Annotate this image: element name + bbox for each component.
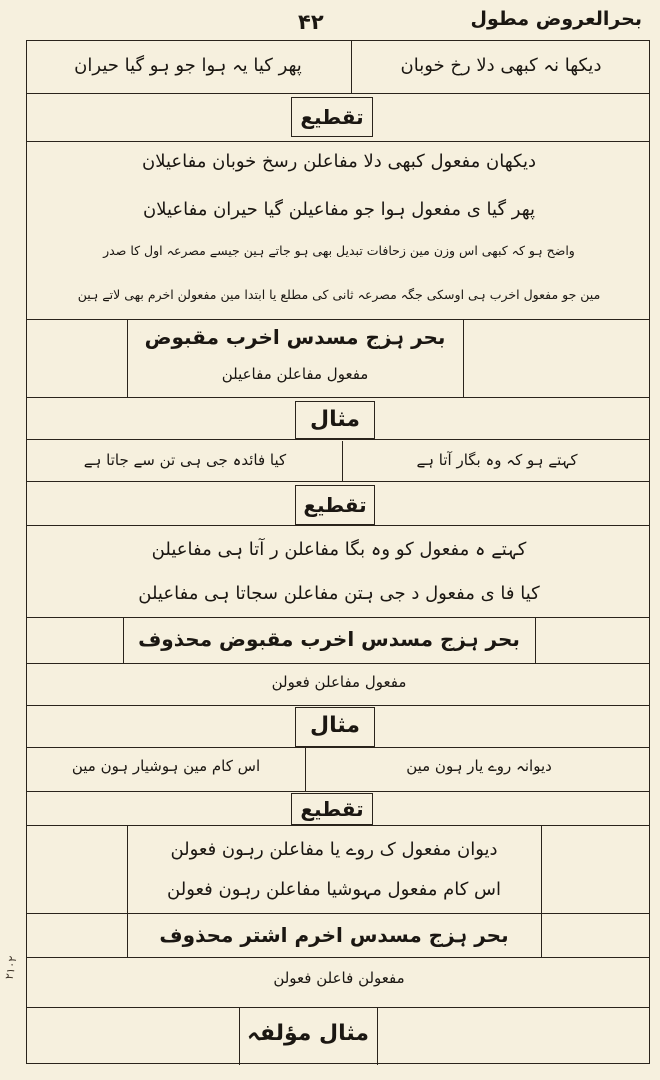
page-number: ۴۲ <box>298 10 324 34</box>
meter-name: بحر ہزج مسدس اخرب مقبوض <box>144 325 446 349</box>
rule <box>27 747 649 748</box>
scansion-line: کہتے ہ مفعول کو وہ بگا مفاعلن ر آتا ہی مفاعیلن <box>151 539 527 560</box>
verse-divider <box>305 747 306 791</box>
verse-divider <box>351 41 352 93</box>
verse3-first-hemistich: دیوانہ روے یار ہون مین <box>406 757 552 775</box>
rule <box>27 913 649 914</box>
verse2-first-hemistich: کہتے ہو کہ وہ بگار آتا ہے <box>416 451 578 469</box>
rule <box>27 93 649 94</box>
rule <box>27 791 649 792</box>
meter-feet: مفعول مفاعلن مفاعیلن <box>221 365 369 383</box>
meter-feet: مفعول مفاعلن فعولن <box>271 673 407 691</box>
running-title: بحرالعروض مطول <box>470 8 642 30</box>
verse-divider <box>342 441 343 481</box>
meter-name: بحر ہزج مسدس اخرب مقبوض محذوف <box>138 627 520 651</box>
scansion-line: دیوان مفعول ک روے یا مفاعلن رہون فعولن <box>170 839 498 860</box>
page-frame <box>26 40 650 1064</box>
note-line: واضح ہو کہ کبھی اس وزن مین زحافات تبدیل بھی ہو جاتے ہین جیسے مصرعہ اول کا صدر <box>103 243 575 258</box>
margin-note: ۲۱۰۲ <box>2 954 20 981</box>
verse1-second-hemistich: پھر کیا یہ ہوا جو ہو گیا حیران <box>74 55 302 76</box>
cell-divider <box>541 825 542 957</box>
misal-heading: مثال مؤلفہ <box>246 1021 369 1046</box>
meter-feet: مفعولن فاعلن فعولن <box>273 969 405 987</box>
taqti-heading: تقطیع <box>300 797 364 821</box>
page-header <box>0 4 660 42</box>
rule <box>27 705 649 706</box>
taqti-heading: تقطیع <box>300 105 364 129</box>
verse3-second-hemistich: اس کام مین ہوشیار ہون مین <box>71 757 261 775</box>
rule <box>27 439 649 440</box>
note-line: مین جو مفعول اخرب ہی اوسکی جگہ مصرعہ ثانی کی مطلع یا ابتدا مین مفعولن اخرم بھی لاتے ہین <box>77 287 601 302</box>
rule <box>27 397 649 398</box>
verse1-first-hemistich: دیکھا نہ کبھی دلا رخ خوبان <box>400 55 602 76</box>
scansion-line: کیا فا ی مفعول د جی ہتن مفاعلن سجاتا ہی مفاعیلن <box>138 583 540 604</box>
taqti-heading: تقطیع <box>303 493 367 517</box>
rule <box>27 141 649 142</box>
scansion-line: پھر گیا ی مفعول ہوا جو مفاعیلن گیا حیران مفاعیلان <box>142 199 535 220</box>
rule <box>27 957 649 958</box>
rule <box>27 617 649 618</box>
rule <box>27 319 649 320</box>
rule <box>27 663 649 664</box>
scansion-line: دیکھان مفعول کبھی دلا مفاعلن رسخ خوبان مفاعیلان <box>142 151 536 172</box>
misal-heading: مثال <box>310 407 360 432</box>
scansion-line: اس کام مفعول مہوشیا مفاعلن رہون فعولن <box>167 879 501 900</box>
meter-name: بحر ہزج مسدس اخرم اشتر محذوف <box>159 923 509 947</box>
rule <box>27 525 649 526</box>
cell-divider <box>463 319 464 397</box>
cell-divider <box>377 1007 378 1065</box>
rule <box>27 825 649 826</box>
cell-divider <box>535 617 536 663</box>
misal-heading: مثال <box>310 713 360 738</box>
rule <box>27 1007 649 1008</box>
rule <box>27 481 649 482</box>
verse2-second-hemistich: کیا فائدہ جی ہی تن سے جاتا ہے <box>83 451 287 469</box>
